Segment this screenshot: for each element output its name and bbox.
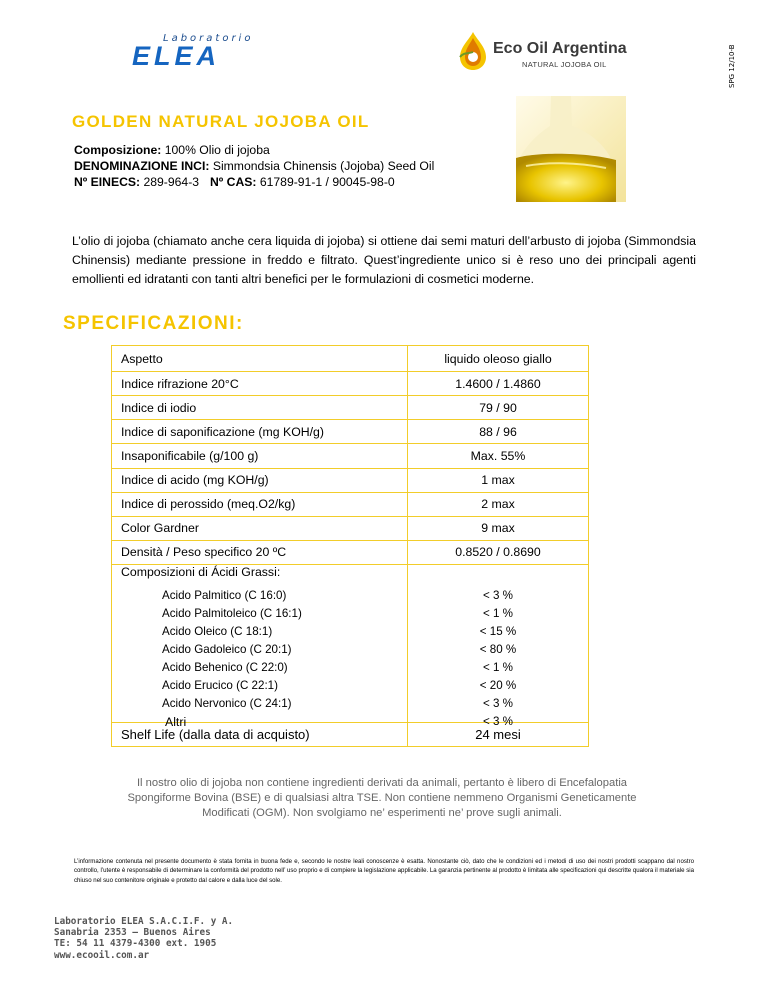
spec-label: Aspetto (112, 346, 408, 372)
footer-phone: TE: 54 11 4379-4300 ext. 1905 (54, 938, 217, 950)
spec-row (112, 540, 589, 564)
spec-value: 0.8520 / 0.8690 (408, 540, 589, 564)
spec-row (112, 468, 589, 492)
fatty-acid-value: < 1 % (483, 607, 513, 620)
legal-notice: L’informazione contenuta nel presente documento è stata fornita in buona fede e, secondo le nostre leali conoscenze è esatta. Nonostante ciò, dato che le condizioni ed i metodi di uso dei nostri prodotti scappano dal nostro controllo, l’utente è responsabile di determinare la conformità del prodotto nell’ uso proprio e di compiere la legislazione applicabile. La garanzia pertinente al prodotto è limitata alle specificazioni qui descritte qualora il materiale sia chiuso nel suo contenitore originale e protetto dal calore e dalla luce del sole. (74, 858, 694, 884)
fatty-acids-row (112, 565, 589, 723)
eco-oil-drop-icon (456, 30, 490, 72)
fatty-acid-label: Acido Palmitico (C 16:0) (162, 589, 287, 602)
spec-value: 1 max (408, 468, 589, 492)
fatty-acid-value: < 15 % (479, 625, 517, 638)
fatty-acid-value: < 20 % (479, 679, 517, 692)
spec-row (112, 444, 589, 468)
fatty-acid-value: < 3 % (483, 715, 513, 728)
spec-row (112, 372, 589, 396)
spec-row (112, 396, 589, 420)
fatty-acids-heading: Composizioni di Ácidi Grassi: (121, 565, 281, 579)
intro-paragraph: L’olio di jojoba (chiamato anche cera liquida di jojoba) si ottiene dai semi maturi dell’arbusto di jojoba (Simmondsia Chinensis) mediante pressione in freddo e filtrato. Quest’ingrediente unico si è reso uno dei principali agenti emollienti ed idratanti con tanti altri benefici per le formulazioni di cosmetici moderne. (72, 234, 696, 286)
document-code (726, 30, 740, 90)
spec-value: 79 / 90 (408, 396, 589, 420)
inci-value: Simmondsia Chinensis (Jojoba) Seed Oil (212, 159, 435, 173)
fatty-acid-value: < 80 % (479, 643, 517, 656)
spec-row (112, 346, 589, 372)
fatty-acid-label: Acido Nervonico (C 24:1) (162, 697, 292, 710)
footer-address: Sanabria 2353 – Buenos Aires (54, 927, 211, 939)
animal-free-disclaimer: Il nostro olio di jojoba non contiene ingredienti derivati da animali, pertanto è libero di Encefalopatia Spongiforme Bovina (BSE) e di qualsiasi altra TSE. Non contiene nemmeno Organismi Geneticamente Modificati (OGM). Non svolgiamo ne’ esperimenti ne’ prove sugli animali. (127, 777, 637, 819)
spec-label: Indice di saponificazione (mg KOH/g) (112, 420, 408, 444)
composition-label: Composizione: (74, 143, 162, 157)
specifications-table (111, 345, 589, 747)
spec-label: Densità / Peso specifico 20 ºC (112, 540, 408, 564)
product-title: GOLDEN NATURAL JOJOBA OIL (72, 112, 370, 131)
spec-value: Max. 55% (408, 444, 589, 468)
inci-label: DENOMINAZIONE INCI: (74, 159, 210, 173)
footer-website[interactable]: www.ecooil.com.ar (54, 949, 150, 961)
spec-label: Indice di acido (mg KOH/g) (112, 468, 408, 492)
fatty-acid-value: < 3 % (483, 589, 513, 602)
fatty-acid-value: < 1 % (483, 661, 513, 674)
fatty-acid-label: Acido Behenico (C 22:0) (162, 661, 288, 674)
elea-logo-small-text: Laboratorio (163, 33, 254, 44)
shelf-life-label: Shelf Life (dalla data di acquisto) (112, 722, 408, 746)
spec-label: Insaponificabile (g/100 g) (112, 444, 408, 468)
footer-company: Laboratorio ELEA S.A.C.I.F. y A. (54, 916, 234, 927)
elea-logo-big-text: ELEA (132, 41, 221, 71)
eco-oil-subtitle: NATURAL JOJOBA OIL (522, 60, 607, 69)
einecs-value: 289-964-3 (143, 175, 200, 189)
fatty-acid-label: Acido Erucico (C 22:1) (162, 679, 278, 692)
fatty-acid-label: Acido Oleico (C 18:1) (162, 625, 273, 638)
inci-line (74, 158, 434, 174)
spec-row (112, 492, 589, 516)
fatty-acid-value: < 3 % (483, 697, 513, 710)
specifications-title: SPECIFICAZIONI: (63, 313, 244, 334)
spec-label: Indice rifrazione 20°C (112, 372, 408, 396)
cas-line (210, 174, 395, 190)
spec-value: liquido oleoso giallo (408, 346, 589, 372)
spec-value: 2 max (408, 492, 589, 516)
fatty-acids-values (408, 565, 589, 728)
einecs-label: Nº EINECS: (74, 175, 141, 189)
einecs-line (74, 174, 199, 190)
spec-value: 9 max (408, 516, 589, 540)
shelf-life-value: 24 mesi (408, 722, 589, 746)
cas-value: 61789-91-1 / 90045-98-0 (259, 175, 395, 189)
spec-label: Indice di perossido (meq.O2/kg) (112, 492, 408, 516)
spec-label: Indice di iodio (112, 396, 408, 420)
spec-row (112, 516, 589, 540)
spec-value: 1.4600 / 1.4860 (408, 372, 589, 396)
fatty-acid-label: Altri (165, 715, 187, 729)
composition-value: 100% Olio di jojoba (164, 143, 270, 157)
fatty-acid-label: Acido Palmitoleico (C 16:1) (162, 607, 302, 620)
fatty-acid-label: Acido Gadoleico (C 20:1) (162, 643, 292, 656)
document-code-text: SPG 12/10-B (728, 44, 736, 88)
oil-bottle-image (516, 96, 626, 202)
spec-value: 88 / 96 (408, 420, 589, 444)
spec-label: Color Gardner (112, 516, 408, 540)
fatty-acids-labels (112, 565, 408, 729)
company-footer (54, 916, 233, 961)
eco-oil-title: Eco Oil Argentina (493, 40, 627, 57)
spec-row (112, 420, 589, 444)
cas-label: Nº CAS: (210, 175, 257, 189)
composition-line (74, 142, 270, 158)
